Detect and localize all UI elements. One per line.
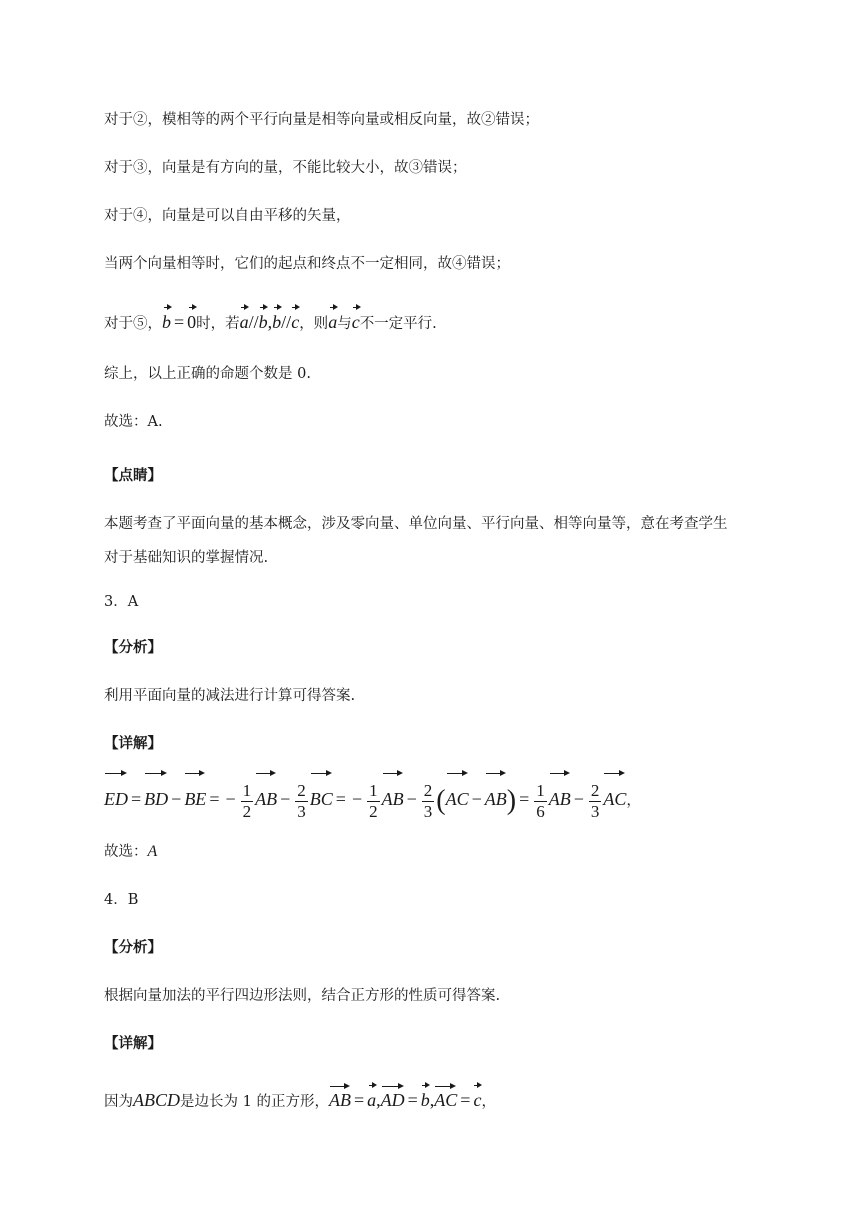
- heading-comment: 【点睛】: [104, 467, 162, 484]
- line-analysis: 利用平面向量的减法进行计算可得答案.: [104, 688, 356, 704]
- comma: ,: [376, 1090, 381, 1110]
- vector-b: b: [259, 306, 268, 332]
- parallel-sign: //: [248, 312, 259, 332]
- heading-detail: 【详解】: [104, 735, 162, 752]
- eq: =: [407, 1090, 418, 1110]
- vector-a: a: [240, 306, 249, 332]
- vector-AB: AB: [255, 773, 277, 821]
- vector-ED: ED: [104, 773, 128, 821]
- vector-AC: AC: [446, 773, 469, 821]
- line-choice-3: [104, 842, 157, 862]
- minus: −: [280, 789, 291, 809]
- line-square: [104, 1084, 496, 1112]
- vector-BE: BE: [184, 773, 206, 821]
- eq: =: [131, 789, 142, 809]
- vector-c: c: [291, 306, 299, 332]
- parallel-sign: //: [281, 312, 292, 332]
- line-case-2: 对于②，模相等的两个平行向量是相等向量或相反向量，故②错误；: [104, 112, 539, 128]
- eq: =: [519, 789, 530, 809]
- vector-AB: AB: [549, 773, 571, 821]
- line-summary: 综上，以上正确的命题个数是 0.: [104, 366, 311, 382]
- vector-a: a: [328, 306, 337, 332]
- vector-AB: AB: [485, 773, 507, 821]
- text: 是边长为 1 的正方形，: [180, 1094, 329, 1110]
- text: 对于⑤，: [104, 316, 162, 332]
- vector-AB: AB: [329, 1086, 351, 1110]
- eq: =: [353, 1090, 365, 1110]
- fraction-half: $\frac{1}{2}$: [242, 780, 252, 821]
- fraction-half: $\frac{1}{2}$: [369, 780, 378, 821]
- text: 因为: [104, 1094, 133, 1110]
- vector-BD: BD: [144, 773, 168, 821]
- comma: ,: [429, 1090, 435, 1110]
- comma: ,: [267, 312, 273, 332]
- end-comma: ，: [626, 793, 641, 809]
- text: 时，若: [196, 316, 240, 332]
- line-comment-2: 对于基础知识的掌握情况.: [104, 550, 269, 566]
- eq: =: [174, 312, 185, 332]
- minus: −: [573, 789, 584, 809]
- end-comma: ，: [481, 1094, 496, 1110]
- question-4-answer: 4．B: [104, 892, 139, 908]
- line-case-4-cont: 当两个向量相等时，它们的起点和终点不一定相同，故④错误；: [104, 256, 510, 272]
- paren-open: (: [436, 785, 446, 816]
- answer-letter: A: [147, 843, 158, 860]
- vector-c: c: [473, 1084, 481, 1110]
- line-case-5: [104, 306, 437, 334]
- vector-b: b: [421, 1084, 430, 1110]
- paren-close: ): [506, 785, 517, 816]
- equation-ed: [104, 773, 641, 823]
- line-case-4: 对于④，向量是可以自由平移的矢量，: [104, 208, 351, 224]
- vector-c: c: [352, 306, 360, 332]
- minus: −: [171, 789, 182, 809]
- eq: =: [460, 1090, 471, 1110]
- text: ，则: [299, 316, 329, 332]
- line-choice: 故选：A.: [104, 414, 163, 430]
- minus: −: [351, 789, 363, 809]
- vector-AD: AD: [381, 1086, 405, 1110]
- minus: −: [225, 789, 236, 809]
- fraction-two-thirds: $\frac{2}{3}$: [297, 780, 306, 821]
- text: 不一定平行.: [359, 316, 437, 332]
- text: 故选：: [104, 844, 148, 860]
- vector-AC: AC: [603, 773, 626, 821]
- vector-AB: AB: [382, 773, 404, 821]
- question-3-answer: 3．A: [104, 594, 139, 610]
- minus: −: [406, 789, 417, 809]
- eq: =: [209, 789, 220, 809]
- heading-detail-4: 【详解】: [104, 1035, 162, 1052]
- text: 与: [337, 316, 352, 332]
- line-case-3: 对于③，向量是有方向的量，不能比较大小，故③错误；: [104, 160, 467, 176]
- vector-a: a: [367, 1084, 376, 1110]
- vector-AC: AC: [434, 1086, 457, 1110]
- vector-b: b: [162, 306, 171, 332]
- vector-b: b: [272, 306, 281, 332]
- line-analysis-4: 根据向量加法的平行四边形法则，结合正方形的性质可得答案.: [104, 988, 501, 1004]
- heading-analysis: 【分析】: [104, 639, 162, 656]
- fraction-two-thirds: $\frac{2}{3}$: [590, 780, 600, 821]
- eq: =: [335, 789, 346, 809]
- abcd: ABCD: [133, 1090, 180, 1110]
- line-comment-1: 本题考查了平面向量的基本概念，涉及零向量、单位向量、平行向量、相等向量等，意在考查学生: [104, 516, 728, 532]
- fraction-two-thirds: $\frac{2}{3}$: [423, 780, 433, 821]
- minus: −: [471, 789, 482, 809]
- fraction-sixth: $\frac{1}{6}$: [536, 780, 545, 821]
- vector-BC: BC: [310, 773, 333, 821]
- vector-zero: 0: [187, 306, 196, 332]
- heading-analysis-4: 【分析】: [104, 939, 162, 956]
